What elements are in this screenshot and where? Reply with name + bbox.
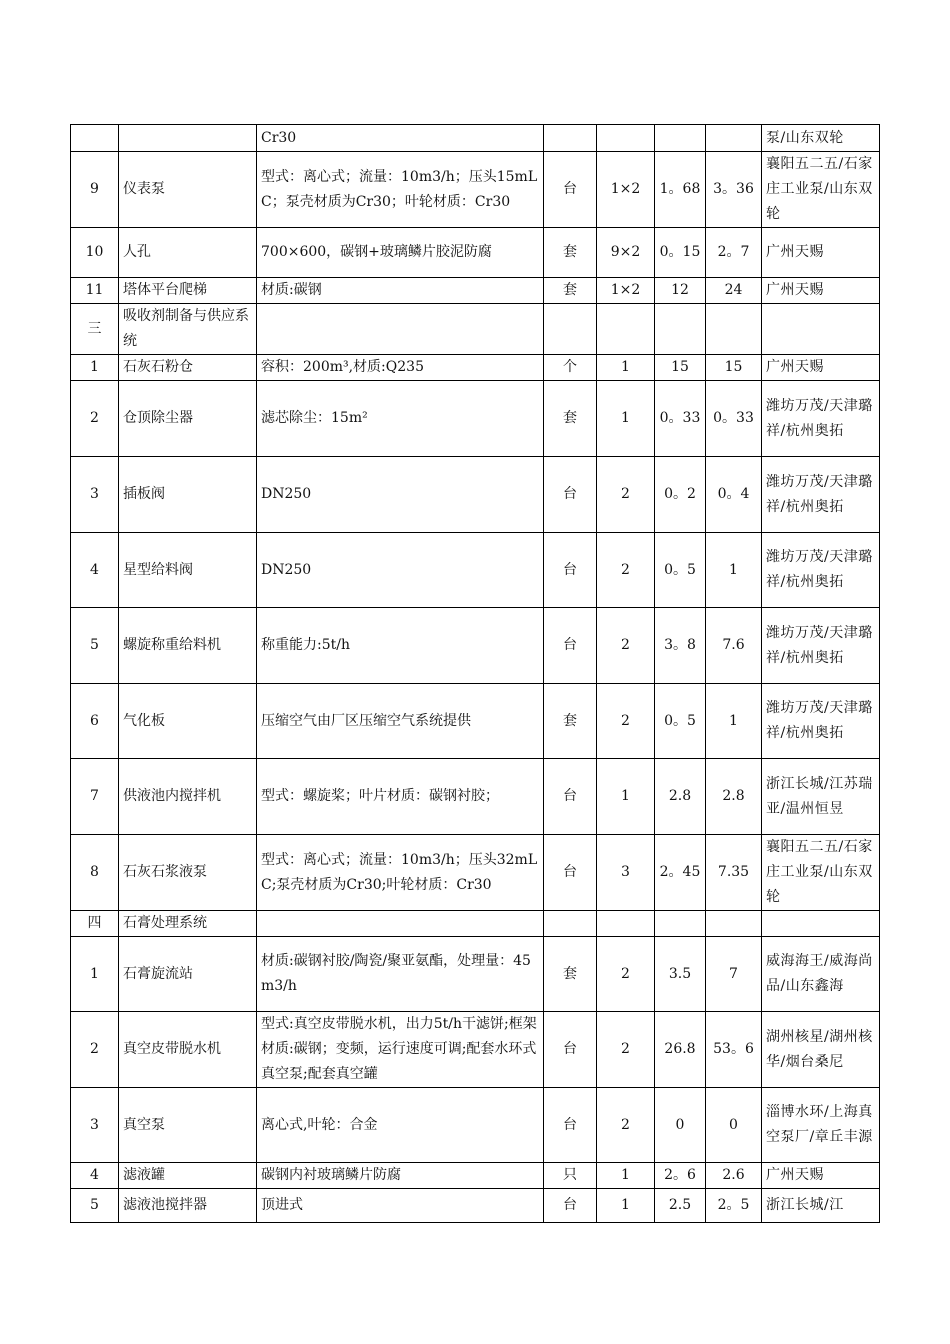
- table-row: [71, 1163, 880, 1189]
- item-unit-price: 2.5: [655, 1189, 706, 1223]
- item-total: 0。4: [706, 457, 762, 533]
- table-row: [71, 278, 880, 304]
- item-name: 石灰石浆液泵: [119, 835, 257, 911]
- section-row: [71, 304, 880, 355]
- item-manufacturer: [762, 304, 880, 355]
- table-row: [71, 457, 880, 533]
- item-spec: 滤芯除尘：15m²: [257, 381, 544, 457]
- item-spec: 碳钢内衬玻璃鳞片防腐: [257, 1163, 544, 1189]
- item-unit: 只: [544, 1163, 597, 1189]
- item-total: [706, 911, 762, 937]
- table-row: [71, 608, 880, 684]
- section-title: 石膏处理系统: [119, 911, 257, 937]
- item-unit-price: 0。15: [655, 228, 706, 278]
- section-title: 吸收剂制备与供应系统: [119, 304, 257, 355]
- item-number: 1: [71, 355, 119, 381]
- item-name: 塔体平台爬梯: [119, 278, 257, 304]
- item-name: 石灰石粉仓: [119, 355, 257, 381]
- item-unit-price: 26.8: [655, 1012, 706, 1088]
- item-number: 5: [71, 608, 119, 684]
- item-unit-price: 0。33: [655, 381, 706, 457]
- item-unit: 台: [544, 608, 597, 684]
- item-quantity: [597, 911, 655, 937]
- item-manufacturer: 广州天赐: [762, 278, 880, 304]
- item-quantity: 2: [597, 937, 655, 1012]
- item-unit-price: [655, 911, 706, 937]
- item-manufacturer: 潍坊万茂/天津璐祥/杭州奥拓: [762, 381, 880, 457]
- item-unit: [544, 911, 597, 937]
- item-manufacturer: [762, 911, 880, 937]
- item-number: 5: [71, 1189, 119, 1223]
- item-unit-price: 2.8: [655, 759, 706, 835]
- item-unit: 台: [544, 457, 597, 533]
- item-total: 7.6: [706, 608, 762, 684]
- item-spec: 材质:碳钢: [257, 278, 544, 304]
- item-unit: [544, 304, 597, 355]
- item-manufacturer: 广州天赐: [762, 355, 880, 381]
- table-row: [71, 684, 880, 759]
- item-name: 人孔: [119, 228, 257, 278]
- item-quantity: 2: [597, 684, 655, 759]
- item-unit-price: [655, 125, 706, 152]
- item-total: 7.35: [706, 835, 762, 911]
- item-total: 0。33: [706, 381, 762, 457]
- table-row: [71, 937, 880, 1012]
- table-row: [71, 152, 880, 228]
- item-total: 53。6: [706, 1012, 762, 1088]
- item-manufacturer: 潍坊万茂/天津璐祥/杭州奥拓: [762, 684, 880, 759]
- item-quantity: 1: [597, 1189, 655, 1223]
- item-manufacturer: 广州天赐: [762, 1163, 880, 1189]
- item-unit: 台: [544, 1012, 597, 1088]
- item-total: 24: [706, 278, 762, 304]
- item-spec: 离心式,叶轮：合金: [257, 1088, 544, 1163]
- item-quantity: 1: [597, 355, 655, 381]
- item-spec: 型式:真空皮带脱水机，出力5t/h干滤饼;框架材质:碳钢；变频，运行速度可调;配套水环式真空泵;配套真空罐: [257, 1012, 544, 1088]
- item-unit-price: [655, 304, 706, 355]
- item-spec: 型式：离心式；流量：10m3/h；压头32mLC;泵壳材质为Cr30;叶轮材质：Cr30: [257, 835, 544, 911]
- item-spec: [257, 911, 544, 937]
- item-unit: 台: [544, 1189, 597, 1223]
- item-unit: 套: [544, 278, 597, 304]
- item-number: 2: [71, 1012, 119, 1088]
- item-unit-price: 3.5: [655, 937, 706, 1012]
- item-manufacturer: 湖州核星/湖州核华/烟台桑尼: [762, 1012, 880, 1088]
- item-manufacturer: 泵/山东双轮: [762, 125, 880, 152]
- item-total: 2。5: [706, 1189, 762, 1223]
- item-spec: 称重能力:5t/h: [257, 608, 544, 684]
- item-unit: 台: [544, 835, 597, 911]
- item-name: 滤液罐: [119, 1163, 257, 1189]
- item-quantity: 1: [597, 1163, 655, 1189]
- item-spec: 容积：200m³,材质:Q235: [257, 355, 544, 381]
- item-spec: DN250: [257, 457, 544, 533]
- table-row: [71, 533, 880, 608]
- item-spec: 材质:碳钢衬胶/陶瓷/聚亚氨酯，处理量：45m3/h: [257, 937, 544, 1012]
- item-total: 1: [706, 533, 762, 608]
- item-manufacturer: 淄博水环/上海真空泵厂/章丘丰源: [762, 1088, 880, 1163]
- item-spec: 型式：离心式；流量：10m3/h；压头15mLC；泵壳材质为Cr30；叶轮材质：Cr30: [257, 152, 544, 228]
- item-unit-price: 12: [655, 278, 706, 304]
- equipment-table: [70, 124, 880, 1223]
- item-total: 2.8: [706, 759, 762, 835]
- item-number: 9: [71, 152, 119, 228]
- item-manufacturer: 襄阳五二五/石家庄工业泵/山东双轮: [762, 152, 880, 228]
- item-total: 2.6: [706, 1163, 762, 1189]
- section-number: 四: [71, 911, 119, 937]
- item-spec: [257, 304, 544, 355]
- item-manufacturer: 浙江长城/江: [762, 1189, 880, 1223]
- item-name: 气化板: [119, 684, 257, 759]
- item-spec: 压缩空气由厂区压缩空气系统提供: [257, 684, 544, 759]
- item-unit: 套: [544, 684, 597, 759]
- item-unit-price: 0。5: [655, 684, 706, 759]
- item-unit-price: 0。2: [655, 457, 706, 533]
- item-unit-price: 15: [655, 355, 706, 381]
- item-spec: 700×600，碳钢+玻璃鳞片胶泥防腐: [257, 228, 544, 278]
- item-unit: 台: [544, 152, 597, 228]
- item-unit-price: 0。5: [655, 533, 706, 608]
- item-number: 6: [71, 684, 119, 759]
- item-manufacturer: 潍坊万茂/天津璐祥/杭州奥拓: [762, 457, 880, 533]
- item-quantity: 2: [597, 457, 655, 533]
- item-spec: DN250: [257, 533, 544, 608]
- item-name: 星型给料阀: [119, 533, 257, 608]
- item-quantity: 2: [597, 608, 655, 684]
- item-number: 2: [71, 381, 119, 457]
- item-total: 3。36: [706, 152, 762, 228]
- item-manufacturer: 襄阳五二五/石家庄工业泵/山东双轮: [762, 835, 880, 911]
- item-unit: [544, 125, 597, 152]
- item-number: [71, 125, 119, 152]
- item-name: 仓顶除尘器: [119, 381, 257, 457]
- item-spec: Cr30: [257, 125, 544, 152]
- item-manufacturer: 威海海王/威海尚品/山东鑫海: [762, 937, 880, 1012]
- item-total: 15: [706, 355, 762, 381]
- item-unit: 台: [544, 759, 597, 835]
- item-total: 7: [706, 937, 762, 1012]
- item-unit-price: 0: [655, 1088, 706, 1163]
- item-number: 4: [71, 533, 119, 608]
- item-total: 0: [706, 1088, 762, 1163]
- item-quantity: 2: [597, 1012, 655, 1088]
- item-number: 10: [71, 228, 119, 278]
- item-quantity: 3: [597, 835, 655, 911]
- item-name: 石膏旋流站: [119, 937, 257, 1012]
- item-total: 1: [706, 684, 762, 759]
- section-row: [71, 911, 880, 937]
- item-quantity: 2: [597, 1088, 655, 1163]
- table-row: [71, 125, 880, 152]
- item-number: 7: [71, 759, 119, 835]
- table-row: [71, 1088, 880, 1163]
- item-total: [706, 125, 762, 152]
- table-row: [71, 355, 880, 381]
- item-spec: 型式：螺旋桨；叶片材质：碳钢衬胶；: [257, 759, 544, 835]
- item-manufacturer: 潍坊万茂/天津璐祥/杭州奥拓: [762, 533, 880, 608]
- item-unit-price: 3。8: [655, 608, 706, 684]
- item-number: 4: [71, 1163, 119, 1189]
- item-quantity: 1: [597, 759, 655, 835]
- item-name: 供液池内搅拌机: [119, 759, 257, 835]
- item-quantity: 2: [597, 533, 655, 608]
- item-quantity: 1×2: [597, 152, 655, 228]
- item-unit-price: 2。6: [655, 1163, 706, 1189]
- item-number: 1: [71, 937, 119, 1012]
- item-total: 2。7: [706, 228, 762, 278]
- item-name: 真空泵: [119, 1088, 257, 1163]
- item-unit: 套: [544, 228, 597, 278]
- table-row: [71, 1189, 880, 1223]
- table-row: [71, 228, 880, 278]
- item-name: 真空皮带脱水机: [119, 1012, 257, 1088]
- item-number: 11: [71, 278, 119, 304]
- item-unit: 套: [544, 381, 597, 457]
- table-row: [71, 1012, 880, 1088]
- item-unit-price: 2。45: [655, 835, 706, 911]
- table-row: [71, 381, 880, 457]
- item-unit: 台: [544, 533, 597, 608]
- item-spec: 顶进式: [257, 1189, 544, 1223]
- item-name: 仪表泵: [119, 152, 257, 228]
- item-manufacturer: 广州天赐: [762, 228, 880, 278]
- item-unit: 台: [544, 1088, 597, 1163]
- item-unit: 套: [544, 937, 597, 1012]
- item-name: 螺旋称重给料机: [119, 608, 257, 684]
- item-quantity: 1: [597, 381, 655, 457]
- item-name: 滤液池搅拌器: [119, 1189, 257, 1223]
- item-unit-price: 1。68: [655, 152, 706, 228]
- item-number: 3: [71, 457, 119, 533]
- item-quantity: [597, 125, 655, 152]
- item-name: [119, 125, 257, 152]
- table-row: [71, 835, 880, 911]
- item-total: [706, 304, 762, 355]
- item-name: 插板阀: [119, 457, 257, 533]
- section-number: 三: [71, 304, 119, 355]
- item-quantity: [597, 304, 655, 355]
- item-manufacturer: 潍坊万茂/天津璐祥/杭州奥拓: [762, 608, 880, 684]
- item-quantity: 9×2: [597, 228, 655, 278]
- item-quantity: 1×2: [597, 278, 655, 304]
- item-unit: 个: [544, 355, 597, 381]
- item-manufacturer: 浙江长城/江苏瑞亚/温州恒昱: [762, 759, 880, 835]
- item-number: 3: [71, 1088, 119, 1163]
- table-row: [71, 759, 880, 835]
- item-number: 8: [71, 835, 119, 911]
